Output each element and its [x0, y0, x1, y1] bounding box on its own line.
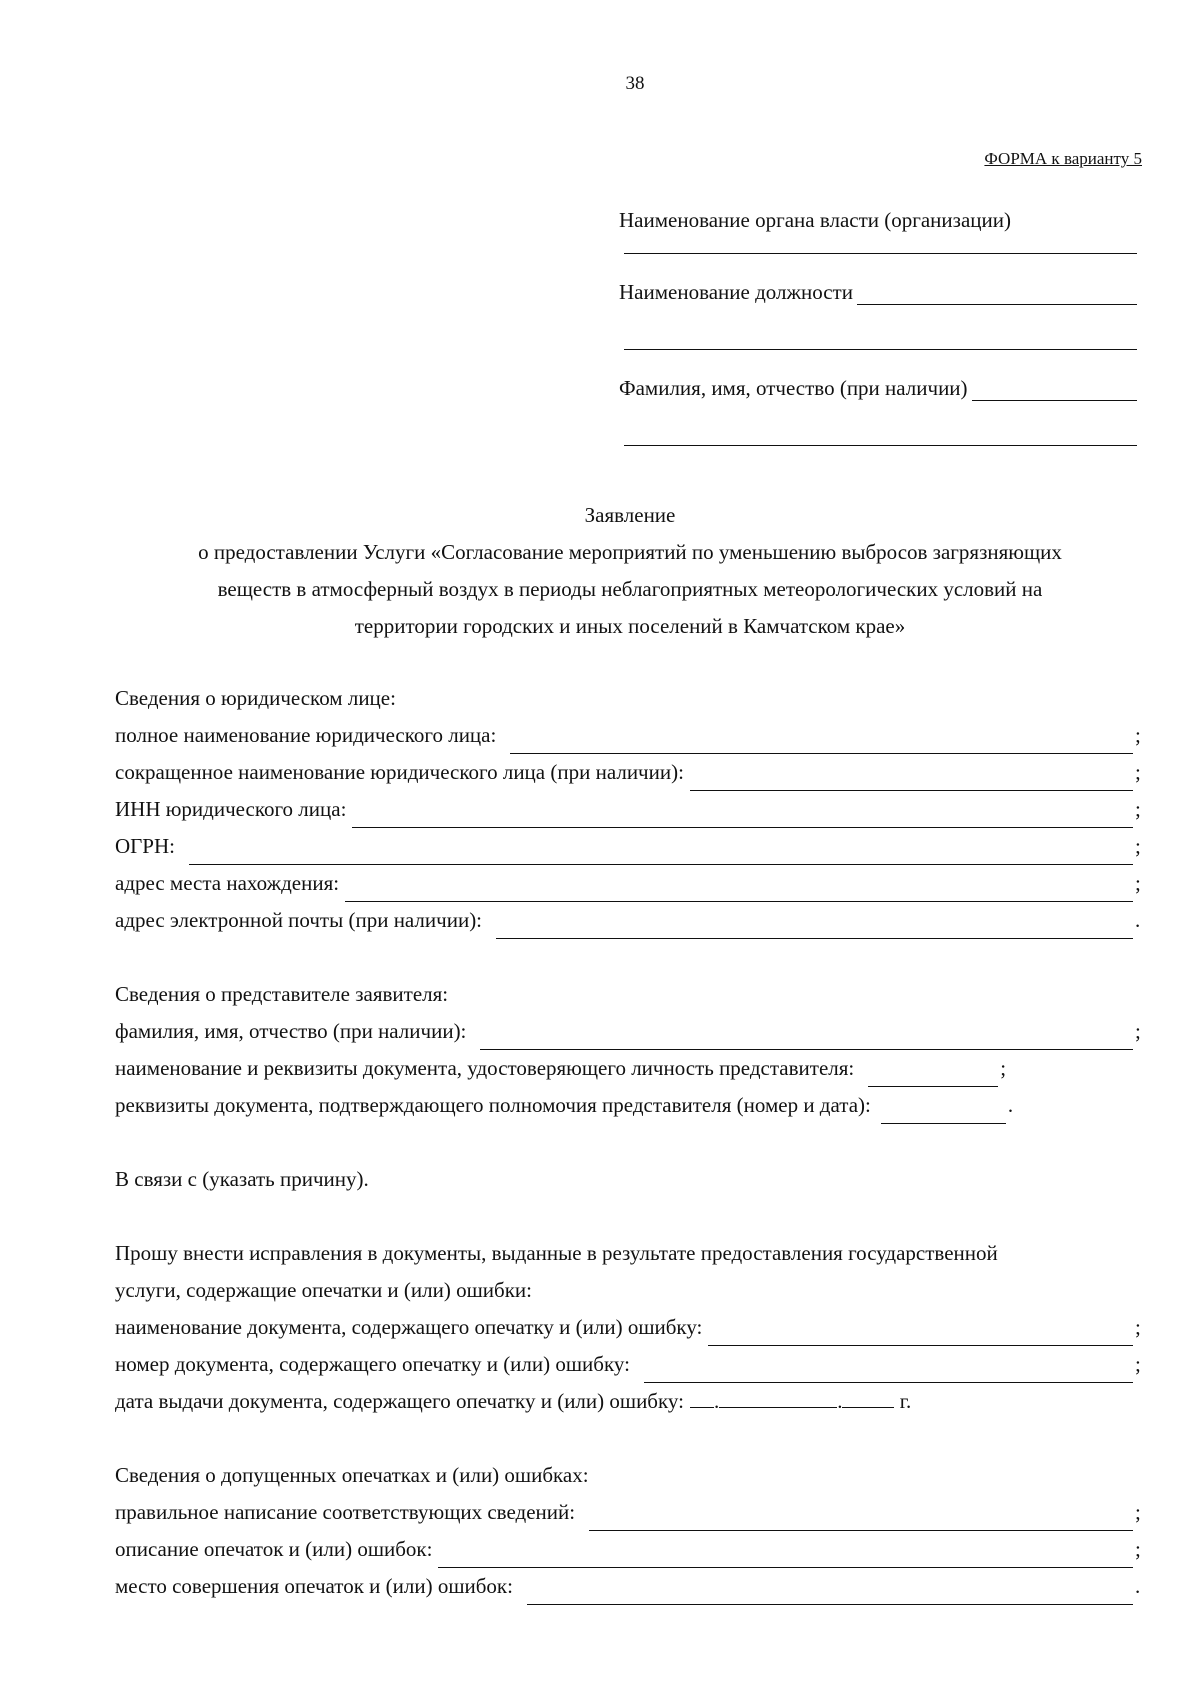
fill-line[interactable] [527, 1578, 1133, 1605]
position-row [619, 279, 1137, 305]
reason-text: В связи с (указать причину). [115, 1167, 369, 1191]
position-label: Наименование должности [619, 280, 853, 304]
fill-line[interactable] [690, 764, 1133, 791]
date-separator: . [837, 1389, 843, 1413]
title-line-2: веществ в атмосферный воздух в периоды неблагоприятных метеорологических условий на [217, 577, 1043, 601]
authority-fill-line[interactable] [624, 253, 1137, 254]
fill-line[interactable] [868, 1060, 998, 1087]
field-label: сокращенное наименование юридического лица (при наличии): [115, 760, 684, 784]
field-end: . [1135, 1574, 1141, 1598]
field-end: . [1135, 908, 1141, 932]
field-end: ; [1135, 1315, 1141, 1339]
field-end: ; [1135, 723, 1141, 747]
fill-line[interactable] [589, 1504, 1133, 1531]
field-email [115, 902, 1143, 939]
field-error-description [115, 1531, 1143, 1568]
field-end: ; [1135, 797, 1141, 821]
title-line-1: о предоставлении Услуги «Согласование мероприятий по уменьшению выбросов загрязняющих [198, 540, 1062, 564]
authority-label: Наименование органа власти (организации) [619, 208, 1011, 232]
fill-line[interactable] [189, 838, 1133, 865]
request-line-2: услуги, содержащие опечатки и (или) ошибки: [115, 1278, 532, 1302]
date-separator: . [713, 1389, 720, 1413]
field-ogrn [115, 828, 1143, 865]
fill-line[interactable] [352, 801, 1133, 828]
date-year-fill[interactable] [842, 1383, 894, 1408]
field-label: адрес места нахождения: [115, 871, 340, 895]
request-line-1: Прошу внести исправления в документы, выданные в результате предоставления государственной [115, 1241, 998, 1265]
field-rep-name [115, 1013, 1143, 1050]
field-label: реквизиты документа, подтверждающего полномочия представителя (номер и дата): [115, 1093, 871, 1117]
field-label: ИНН юридического лица: [115, 797, 347, 821]
date-day-fill[interactable] [690, 1383, 714, 1408]
full-name-fill-line-2[interactable] [624, 445, 1137, 446]
field-error-place [115, 1568, 1143, 1605]
legal-entity-heading: Сведения о юридическом лице: [115, 686, 396, 710]
errors-heading: Сведения о допущенных опечатках и (или) ошибках: [115, 1463, 589, 1487]
field-end: ; [1135, 1352, 1141, 1376]
field-doc-name [115, 1309, 1143, 1346]
field-label: номер документа, содержащего опечатку и (или) ошибку: [115, 1352, 630, 1376]
position-fill-line-2[interactable] [624, 349, 1137, 350]
field-end: ; [1135, 834, 1141, 858]
field-correct-spelling [115, 1494, 1143, 1531]
field-end: ; [1135, 1019, 1141, 1043]
field-end: ; [1135, 1500, 1141, 1524]
field-inn [115, 791, 1143, 828]
date-year-suffix: г. [899, 1389, 912, 1413]
field-end: ; [1135, 1537, 1141, 1561]
field-address [115, 865, 1143, 902]
fill-line[interactable] [708, 1319, 1133, 1346]
field-doc-date [115, 1383, 1143, 1420]
date-month-fill[interactable] [719, 1383, 837, 1408]
field-label: полное наименование юридического лица: [115, 723, 497, 747]
field-end: ; [1000, 1056, 1007, 1080]
document-title [115, 497, 1145, 645]
position-fill-line[interactable] [857, 284, 1137, 305]
field-label: наименование документа, содержащего опечатку и (или) ошибку: [115, 1315, 703, 1339]
field-rep-authority-doc [115, 1087, 1143, 1124]
fill-line[interactable] [496, 912, 1133, 939]
addressee-block [619, 207, 1137, 446]
fill-line[interactable] [480, 1023, 1133, 1050]
field-end: ; [1135, 760, 1141, 784]
field-short-name-entity [115, 754, 1143, 791]
page-number: 38 [625, 73, 645, 94]
fill-line[interactable] [644, 1356, 1133, 1383]
title-line-3: территории городских и иных поселений в Камчатском крае» [354, 614, 906, 638]
title-heading: Заявление [584, 503, 676, 527]
fill-line[interactable] [438, 1541, 1133, 1568]
field-doc-number [115, 1346, 1143, 1383]
representative-heading: Сведения о представителе заявителя: [115, 982, 449, 1006]
full-name-row [619, 375, 1137, 401]
full-name-fill-line[interactable] [972, 380, 1137, 401]
field-label: описание опечаток и (или) ошибок: [115, 1537, 433, 1561]
fill-line[interactable] [881, 1097, 1006, 1124]
field-label: фамилия, имя, отчество (при наличии): [115, 1019, 467, 1043]
full-name-label: Фамилия, имя, отчество (при наличии) [619, 376, 968, 400]
fill-line[interactable] [345, 875, 1133, 902]
field-label: ОГРН: [115, 834, 175, 858]
field-full-name-entity [115, 717, 1143, 754]
field-end: ; [1135, 871, 1141, 895]
field-label: место совершения опечаток и (или) ошибок: [115, 1574, 513, 1598]
field-label: дата выдачи документа, содержащего опечатку и (или) ошибку: [115, 1389, 684, 1413]
form-body [115, 680, 1143, 1605]
fill-line[interactable] [510, 727, 1133, 754]
field-end: . [1007, 1093, 1014, 1117]
field-label: наименование и реквизиты документа, удостоверяющего личность представителя: [115, 1056, 855, 1080]
form-reference: ФОРМА к варианту 5 [984, 149, 1142, 168]
field-label: адрес электронной почты (при наличии): [115, 908, 483, 932]
field-label: правильное написание соответствующих сведений: [115, 1500, 576, 1524]
field-rep-identity-doc [115, 1050, 1143, 1087]
